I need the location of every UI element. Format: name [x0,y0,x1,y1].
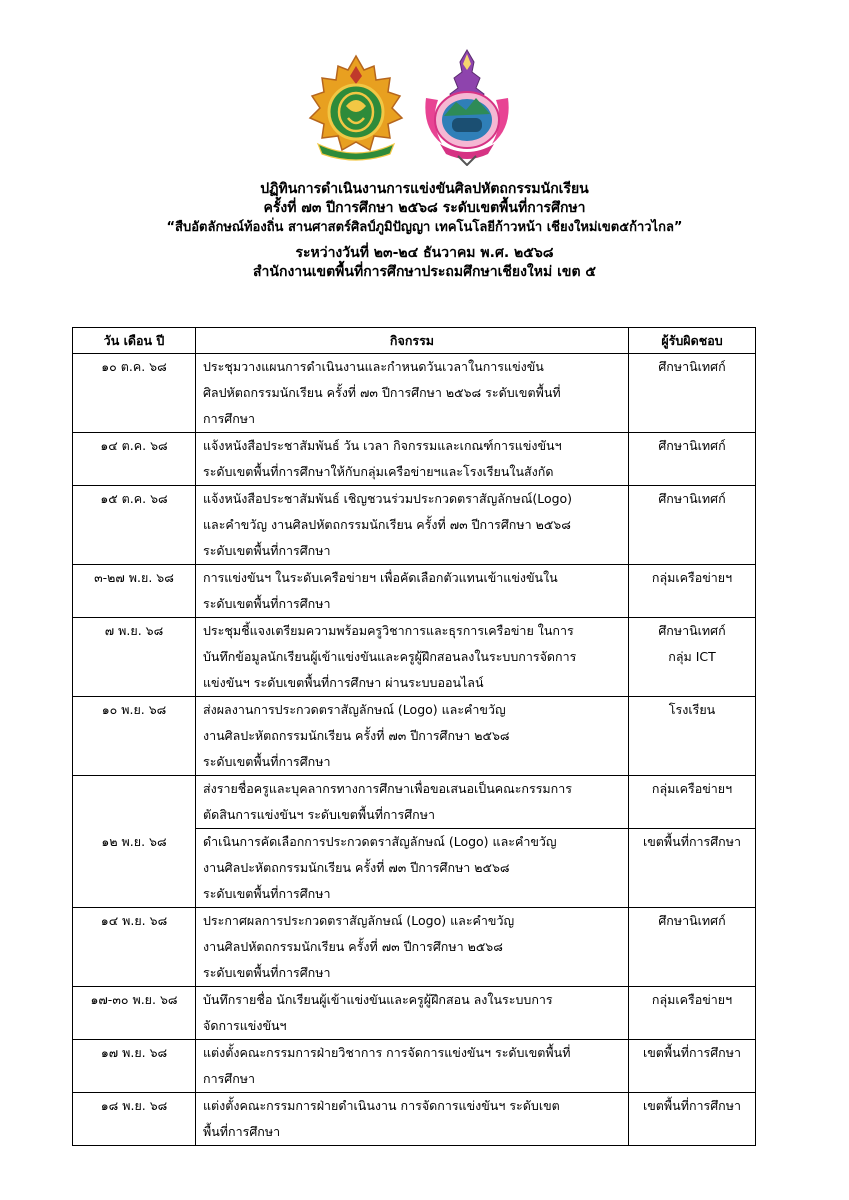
header-responsible: ผู้รับผิดชอบ [629,328,756,354]
row-responsible [629,1040,756,1093]
heading-line-2: ครั้งที่ ๗๓ ปีการศึกษา ๒๕๖๘ ระดับเขตพื้นที่การศึกษา [263,200,586,216]
row-activity [196,618,629,697]
table-row [73,354,756,433]
responsible-name: กลุ่ม ICT [668,649,716,664]
activity-line: แจ้งหนังสือประชาสัมพันธ์ เชิญชวนร่วมประกวดตราสัญลักษณ์(Logo) [203,491,573,506]
responsible-name: ศึกษานิเทศก์ [658,491,726,506]
activity-line: บันทึกข้อมูลนักเรียนผู้เข้าแข่งขันและครูผู้ฝึกสอนลงในระบบการจัดการ [203,649,577,664]
responsible-name: เขตพื้นที่การศึกษา [642,834,742,849]
row-date: ๑๗ พ.ย. ๖๘ [73,1040,196,1093]
row-date: ๑๘ พ.ย. ๖๘ [73,1093,196,1146]
activity-line: การศึกษา [203,411,256,426]
activity-line: แข่งขันฯ ระดับเขตพื้นที่การศึกษา ผ่านระบบออนไลน์ [203,675,484,690]
schedule-table [72,327,756,1146]
row-responsible [629,776,756,829]
responsible-name: ศึกษานิเทศก์ [658,623,726,638]
row-date: ๑๒ พ.ย. ๖๘ [73,776,196,908]
heading-dates: ระหว่างวันที่ ๒๓-๒๔ ธันวาคม พ.ศ. ๒๕๖๘ [295,245,554,261]
row-date: ๓-๒๗ พ.ย. ๖๘ [73,565,196,618]
activity-line: ระดับเขตพื้นที่การศึกษาให้กับกลุ่มเครือข่ายฯและโรงเรียนในสังกัด [203,464,554,479]
row-activity [196,908,629,987]
activity-line: ระดับเขตพื้นที่การศึกษา [203,754,331,769]
row-responsible [629,486,756,565]
activity-line: งานศิลปะหัตถกรรมนักเรียน ครั้งที่ ๗๓ ปีการศึกษา ๒๕๖๘ [203,860,510,875]
activity-line: ประกาศผลการประกวดตราสัญลักษณ์ (Logo) และคำขวัญ [203,913,515,928]
table-row [73,776,756,829]
activity-line: ประชุมวางแผนการดำเนินงานและกำหนดวันเวลาในการแข่งขัน [203,359,544,374]
table-row [73,1093,756,1146]
row-responsible [629,829,756,908]
responsible-name: โรงเรียน [668,702,716,717]
row-date: ๑๔ พ.ย. ๖๘ [73,908,196,987]
responsible-name: กลุ่มเครือข่ายฯ [651,992,733,1007]
row-responsible [629,987,756,1040]
table-row [73,618,756,697]
logos [0,48,849,168]
row-date: ๑๗-๓๐ พ.ย. ๖๘ [73,987,196,1040]
activity-line: บันทึกรายชื่อ นักเรียนผู้เข้าแข่งขันและครูผู้ฝึกสอน ลงในระบบการ [203,992,553,1007]
activity-line: งานศิลปหัตถกรรมนักเรียน ครั้งที่ ๗๓ ปีการศึกษา ๒๕๖๘ [203,939,503,954]
row-activity [196,1040,629,1093]
row-responsible [629,697,756,776]
row-responsible [629,1093,756,1146]
row-responsible [629,908,756,987]
obec-emblem-logo [304,54,408,162]
row-activity [196,697,629,776]
row-date: ๑๐ พ.ย. ๖๘ [73,697,196,776]
row-date: ๑๐ ต.ค. ๖๘ [73,354,196,433]
activity-line: การแข่งขันฯ ในระดับเครือข่ายฯ เพื่อคัดเลือกตัวแทนเข้าแข่งขันใน [203,570,558,585]
responsible-name: ศึกษานิเทศก์ [658,913,726,928]
activity-line: การศึกษา [203,1071,256,1086]
header-date: วัน เดือน ปี [73,328,196,354]
responsible-name: กลุ่มเครือข่ายฯ [651,570,733,585]
activity-line: ส่งผลงานการประกวดตราสัญลักษณ์ (Logo) และคำขวัญ [203,702,506,717]
table-row [73,565,756,618]
row-activity [196,433,629,486]
responsible-name: ศึกษานิเทศก์ [658,438,726,453]
row-responsible [629,433,756,486]
table-header-row [73,328,756,354]
row-date: ๑๔ ต.ค. ๖๘ [73,433,196,486]
table-row [73,908,756,987]
table-row [73,433,756,486]
row-activity [196,776,629,829]
table-row [73,987,756,1040]
responsible-name: ศึกษานิเทศก์ [658,359,726,374]
activity-line: ศิลปหัตถกรรมนักเรียน ครั้งที่ ๗๓ ปีการศึกษา ๒๕๖๘ ระดับเขตพื้นที่ [203,385,561,400]
responsible-name: เขตพื้นที่การศึกษา [642,1098,742,1113]
responsible-name: กลุ่มเครือข่ายฯ [651,781,733,796]
activity-line: งานศิลปะหัตถกรรมนักเรียน ครั้งที่ ๗๓ ปีการศึกษา ๒๕๖๘ [203,728,510,743]
row-activity [196,565,629,618]
row-activity [196,354,629,433]
activity-line: แต่งตั้งคณะกรรมการฝ่ายวิชาการ การจัดการแข่งขันฯ ระดับเขตพื้นที่ [203,1045,571,1060]
row-date: ๗ พ.ย. ๖๘ [73,618,196,697]
activity-line: ระดับเขตพื้นที่การศึกษา [203,886,331,901]
row-responsible [629,618,756,697]
heading-office: สำนักงานเขตพื้นที่การศึกษาประถมศึกษาเชียงใหม่ เขต ๕ [253,264,596,280]
activity-line: จัดการแข่งขันฯ [203,1018,287,1033]
activity-line: ตัดสินการแข่งขันฯ ระดับเขตพื้นที่การศึกษา [203,807,436,822]
activity-line: ระดับเขตพื้นที่การศึกษา [203,543,331,558]
row-date: ๑๕ ต.ค. ๖๘ [73,486,196,565]
activity-line: พื้นที่การศึกษา [203,1124,281,1139]
row-activity [196,829,629,908]
document-heading [60,180,789,282]
table-row [73,697,756,776]
header-activity: กิจกรรม [196,328,629,354]
activity-line: แจ้งหนังสือประชาสัมพันธ์ วัน เวลา กิจกรรมและเกณฑ์การแข่งขันฯ [203,438,562,453]
row-activity [196,486,629,565]
row-responsible [629,354,756,433]
row-responsible [629,565,756,618]
responsible-name: เขตพื้นที่การศึกษา [642,1045,742,1060]
activity-line: และคำขวัญ งานศิลปหัตถกรรมนักเรียน ครั้งที่ ๗๓ ปีการศึกษา ๒๕๖๘ [203,517,571,532]
activity-line: ระดับเขตพื้นที่การศึกษา [203,596,331,611]
activity-line: ประชุมชี้แจงเตรียมความพร้อมครูวิชาการและธุรการเครือข่าย ในการ [203,623,574,638]
event-73-emblem-logo [418,48,516,166]
activity-line: ระดับเขตพื้นที่การศึกษา [203,965,331,980]
heading-line-1: ปฏิทินการดำเนินงานการแข่งขันศิลปหัตถกรรมนักเรียน [260,181,589,197]
activity-line: ดำเนินการคัดเลือกการประกวดตราสัญลักษณ์ (Logo) และคำขวัญ [203,834,557,849]
heading-slogan: “สืบอัตลักษณ์ท้องถิ่น สานศาสตร์ศิลป์ภูมิปัญญา เทคโนโลยีก้าวหน้า เชียงใหม่เขต๕ก้าวไกล” [166,220,683,235]
row-activity [196,987,629,1040]
activity-line: แต่งตั้งคณะกรรมการฝ่ายดำเนินงาน การจัดการแข่งขันฯ ระดับเขต [203,1098,560,1113]
table-row [73,486,756,565]
table-row [73,1040,756,1093]
activity-line: ส่งรายชื่อครูและบุคลากรทางการศึกษาเพื่อขอเสนอเป็นคณะกรรมการ [203,781,572,796]
row-activity [196,1093,629,1146]
